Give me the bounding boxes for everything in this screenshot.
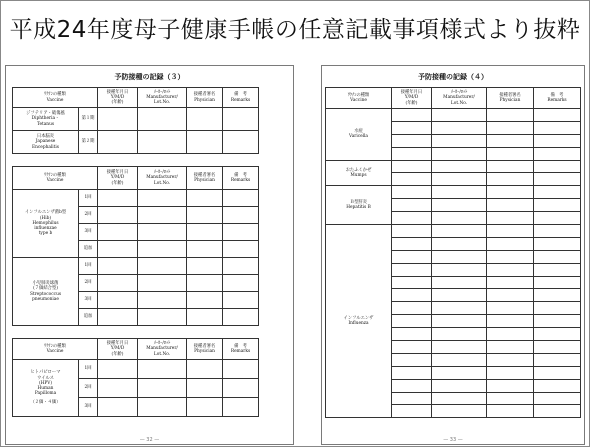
dose-label: 追加 [79,241,98,258]
maker-cell[interactable] [138,131,187,154]
dose-label: 1回 [79,190,98,207]
header-date-ja: 接種年月日 [106,170,129,176]
table-row [326,160,581,173]
remarks-cell[interactable] [534,109,581,122]
physician-cell[interactable] [187,360,223,379]
header-date-ja: 接種年月日 [106,341,129,347]
date-cell[interactable] [98,207,138,224]
vaccine-name-line: Japanese [35,139,56,145]
handbook-page-right [321,65,585,445]
vaccine-name-je [13,131,79,154]
remarks-cell[interactable] [534,392,581,405]
physician-cell[interactable] [487,173,534,186]
maker-cell[interactable] [138,190,187,207]
maker-cell[interactable] [432,289,487,302]
date-cell[interactable] [98,398,138,417]
vaccine-name-line: Encephalitis [32,144,59,150]
header-remarks-en: Remarks [230,178,251,183]
maker-cell[interactable] [138,398,187,417]
physician-cell[interactable] [487,250,534,263]
header-vaccine-ja: ﾜｸﾁﾝの種類 [44,92,66,98]
date-cell[interactable] [98,108,138,131]
remarks-cell[interactable] [534,353,581,366]
dose-label: 3回 [79,224,98,241]
remarks-cell[interactable] [534,302,581,315]
physician-cell[interactable] [187,108,223,131]
remarks-cell[interactable] [223,379,259,398]
date-cell[interactable] [98,309,138,326]
remarks-cell[interactable] [534,289,581,302]
header-physician-ja: 接種者署名 [499,92,521,98]
header-remarks-ja: 備 考 [234,343,247,349]
remarks-cell[interactable] [534,379,581,392]
physician-cell[interactable] [187,241,223,258]
table-header-row [13,339,259,360]
header-date [392,88,432,109]
header-date [98,167,138,190]
header-remarks-ja: 備 考 [234,92,247,98]
table-row [13,190,259,207]
vaccine-name-cell [326,186,392,225]
date-cell[interactable] [392,276,432,289]
header-vaccine-en: Vaccine [46,178,64,183]
header-maker-ja: ﾒｰｶｰ/ﾛｯﾄ [153,341,171,347]
header-vaccine-en: Vaccine [46,97,64,103]
maker-cell[interactable] [432,109,487,122]
header-maker-en: Manufacturer/ [443,95,475,101]
vaccine-name-line: Influenza [348,321,369,327]
date-cell[interactable] [392,199,432,212]
date-cell[interactable] [392,186,432,199]
vaccine-record-table-3 [12,338,259,417]
remarks-cell[interactable] [223,190,259,207]
header-date-ymd: Y/M/D [110,94,125,100]
date-cell[interactable] [392,328,432,341]
vaccine-name-line: Human [37,386,54,391]
maker-cell[interactable] [138,241,187,258]
header-maker-en: Manufacturer/ [146,94,178,100]
date-cell[interactable] [392,302,432,315]
remarks-cell[interactable] [223,224,259,241]
maker-cell[interactable] [432,341,487,354]
physician-cell[interactable] [187,131,223,154]
date-cell[interactable] [392,250,432,263]
remarks-cell[interactable] [534,328,581,341]
section-title-4: 予防接種の記録（４） [418,73,488,81]
remarks-cell[interactable] [223,309,259,326]
vaccine-name-line: Ｂ型肝炎 [349,199,368,205]
vaccine-name-line: pneumoniae [32,296,59,302]
physician-cell[interactable] [487,302,534,315]
maker-cell[interactable] [432,250,487,263]
vaccine-name-line: ヒトパピローマ [30,370,61,376]
header-vaccine-en: Vaccine [46,349,64,354]
table-row [13,108,259,131]
header-remarks [223,339,259,360]
vaccine-name-line: Hepatitis B [346,205,371,211]
vaccine-record-table-1 [12,87,259,154]
maker-cell[interactable] [432,379,487,392]
physician-cell[interactable] [487,353,534,366]
section-title-3: 予防接種の記録（３） [114,73,185,81]
page-number-left: — 32 — [139,437,160,443]
maker-cell[interactable] [138,309,187,326]
header-remarks-en: Remarks [547,98,567,103]
remarks-cell[interactable] [534,250,581,263]
date-cell[interactable] [392,263,432,276]
date-cell[interactable] [392,392,432,405]
vaccine-name-pcv [13,258,79,326]
header-lot-en: Lot.No. [450,100,468,106]
physician-cell[interactable] [487,199,534,212]
remarks-cell[interactable] [534,134,581,147]
date-cell[interactable] [98,258,138,275]
date-cell[interactable] [392,315,432,328]
remarks-cell[interactable] [534,237,581,250]
vaccine-record-table-2 [12,166,259,326]
maker-cell[interactable] [138,379,187,398]
remarks-cell[interactable] [223,360,259,379]
vaccine-name-hib [13,190,79,258]
date-cell[interactable] [392,212,432,225]
slide-title: 平成24年度母子健康手帳の任意記載事項様式より抜粋 [9,17,581,43]
vaccine-name-line: Varicella [349,134,368,140]
remarks-cell[interactable] [534,199,581,212]
header-physician-en: Physician [194,178,215,183]
physician-cell[interactable] [487,392,534,405]
maker-cell[interactable] [432,212,487,225]
header-physician-en: Physician [194,97,215,103]
vaccine-name-line: Hemophilus [32,220,59,226]
physician-cell[interactable] [487,289,534,302]
physician-cell[interactable] [187,398,223,417]
vaccine-name-cell [326,109,392,161]
header-remarks [534,88,581,109]
table-row [13,360,259,379]
header-physician-en: Physician [194,349,215,354]
vaccine-name-line: 水痘 [354,129,363,135]
remarks-cell[interactable] [534,341,581,354]
remarks-cell[interactable] [534,225,581,238]
header-lot-en: Lot.No. [153,100,171,106]
maker-cell[interactable] [432,186,487,199]
maker-cell[interactable] [432,237,487,250]
remarks-cell[interactable] [223,275,259,292]
date-cell[interactable] [98,275,138,292]
header-date-ja: 接種年月日 [106,89,129,95]
date-cell[interactable] [98,360,138,379]
table-header-row [13,167,259,190]
dose-label: 第２期 [79,131,98,154]
header-lot-en: Lot.No. [153,180,171,186]
header-maker-ja: ﾒｰｶｰ/ﾛｯﾄ [450,90,468,96]
remarks-cell[interactable] [223,398,259,417]
date-cell[interactable] [392,134,432,147]
date-cell[interactable] [392,173,432,186]
date-cell[interactable] [98,241,138,258]
dose-label: 1回 [79,360,98,379]
header-maker-en: Manufacturer/ [146,346,178,352]
remarks-cell[interactable] [223,241,259,258]
remarks-cell[interactable] [534,212,581,225]
header-date-ja: 接種年月日 [400,90,423,96]
remarks-cell[interactable] [534,315,581,328]
header-vaccine-ja: ﾜｸﾁﾝの種類 [347,92,370,98]
header-date-age: (年齢) [405,100,418,106]
physician-cell[interactable] [487,328,534,341]
vaccine-name-cell [326,160,392,186]
vaccine-name-line: (Hib) [39,215,52,221]
table-row [326,186,581,199]
header-maker-ja: ﾒｰｶｰ/ﾛｯﾄ [153,170,171,176]
header-physician-ja: 接種者署名 [193,343,216,349]
header-physician-ja: 接種者署名 [193,92,216,98]
header-vaccine [13,88,98,108]
table-header-row [326,88,581,109]
dose-label: 3回 [79,398,98,417]
date-cell[interactable] [98,190,138,207]
physician-cell[interactable] [187,292,223,309]
physician-cell[interactable] [487,379,534,392]
dose-label: 2回 [79,275,98,292]
vaccine-name-line: Streptococcus [29,291,62,297]
vaccine-name-line: 小児肺炎球菌 [32,281,59,287]
header-remarks-en: Remarks [230,349,251,354]
vaccine-name-line: Diphtheria・ [31,116,60,122]
table-row [13,131,259,154]
remarks-cell[interactable] [223,108,259,131]
remarks-cell[interactable] [534,121,581,134]
header-remarks-ja: 備 考 [234,172,247,178]
header-physician [487,88,534,109]
vaccine-name-line: influenzae [34,226,57,232]
dose-label: 第１期 [79,108,98,131]
physician-cell[interactable] [487,147,534,160]
maker-cell[interactable] [138,292,187,309]
table-row [13,258,259,275]
physician-cell[interactable] [487,121,534,134]
table-row [326,109,581,122]
physician-cell[interactable] [187,258,223,275]
date-cell[interactable] [392,405,432,418]
vaccine-name-line: インフルエンザ菌b型 [24,210,67,216]
vaccine-name-line: (HPV) [38,380,53,386]
date-cell[interactable] [392,160,432,173]
remarks-cell[interactable] [223,292,259,309]
dose-label: 2回 [79,379,98,398]
maker-cell[interactable] [432,134,487,147]
physician-cell[interactable] [487,186,534,199]
header-vaccine-ja: ﾜｸﾁﾝの種類 [44,172,66,178]
physician-cell[interactable] [487,263,534,276]
header-physician [187,88,223,108]
vaccine-name-line: Mumps [350,172,367,178]
vaccine-name-line: type b [38,231,53,237]
maker-cell[interactable] [432,276,487,289]
maker-cell[interactable] [138,360,187,379]
maker-cell[interactable] [432,328,487,341]
maker-cell[interactable] [138,258,187,275]
date-cell[interactable] [98,379,138,398]
date-cell[interactable] [392,121,432,134]
header-vaccine-en: Vaccine [350,98,367,103]
remarks-cell[interactable] [223,207,259,224]
header-date-ymd: Y/M/D [110,346,125,352]
header-date-age: (年齢) [111,100,124,106]
physician-cell[interactable] [187,309,223,326]
maker-cell[interactable] [432,366,487,379]
remarks-cell[interactable] [534,366,581,379]
vaccine-name-line: ジフテリア・破傷風 [26,111,65,117]
remarks-cell[interactable] [534,405,581,418]
header-maker [432,88,487,109]
maker-cell[interactable] [432,302,487,315]
maker-cell[interactable] [432,225,487,238]
vaccine-name-line: おたふくかぜ [345,167,372,173]
vaccine-name-line: （２価・４価） [30,400,61,406]
header-date-age: (年齢) [111,180,124,186]
date-cell[interactable] [392,225,432,238]
physician-cell[interactable] [187,207,223,224]
header-physician [187,339,223,360]
maker-cell[interactable] [432,353,487,366]
header-remarks-ja: 備 考 [550,92,564,98]
remarks-cell[interactable] [223,258,259,275]
physician-cell[interactable] [487,405,534,418]
physician-cell[interactable] [487,341,534,354]
header-physician [187,167,223,190]
date-cell[interactable] [392,379,432,392]
maker-cell[interactable] [138,207,187,224]
remarks-cell[interactable] [534,147,581,160]
header-vaccine-ja: ﾜｸﾁﾝの種類 [44,343,66,349]
date-cell[interactable] [392,289,432,302]
header-vaccine [326,88,392,109]
remarks-cell[interactable] [534,173,581,186]
physician-cell[interactable] [487,225,534,238]
table-header-row [13,88,259,108]
header-maker-ja: ﾒｰｶｰ/ﾛｯﾄ [153,89,171,95]
maker-cell[interactable] [432,392,487,405]
header-maker [138,88,187,108]
vaccine-name-cell [326,225,392,418]
dose-label: 2回 [79,207,98,224]
vaccine-name-hpv [13,360,79,417]
date-cell[interactable] [98,292,138,309]
date-cell[interactable] [392,147,432,160]
remarks-cell[interactable] [534,186,581,199]
maker-cell[interactable] [432,199,487,212]
vaccine-name-line: Papilloma [34,391,57,397]
date-cell[interactable] [392,353,432,366]
physician-cell[interactable] [487,237,534,250]
maker-cell[interactable] [138,275,187,292]
maker-cell[interactable] [138,224,187,241]
maker-cell[interactable] [138,108,187,131]
physician-cell[interactable] [187,190,223,207]
dose-label: 3回 [79,292,98,309]
date-cell[interactable] [392,366,432,379]
vaccine-name-line: インフルエンザ [343,315,374,321]
maker-cell[interactable] [432,315,487,328]
physician-cell[interactable] [187,275,223,292]
dose-label: 追加 [79,309,98,326]
header-remarks [223,88,259,108]
header-date-age: (年齢) [111,351,124,357]
remarks-cell[interactable] [534,160,581,173]
date-cell[interactable] [98,224,138,241]
table-row [326,225,581,238]
remarks-cell[interactable] [223,131,259,154]
header-vaccine [13,167,98,190]
remarks-cell[interactable] [534,276,581,289]
physician-cell[interactable] [487,109,534,122]
header-maker-en: Manufacturer/ [146,175,178,181]
physician-cell[interactable] [187,379,223,398]
header-date-ymd: Y/M/D [110,175,125,181]
header-lot-en: Lot.No. [153,351,171,357]
header-date [98,339,138,360]
vaccine-name-line: ウイルス [37,375,54,381]
physician-cell[interactable] [487,160,534,173]
header-remarks-en: Remarks [230,97,251,103]
vaccine-name-line: (７価結合型) [33,286,58,292]
maker-cell[interactable] [432,160,487,173]
header-date-ymd: Y/M/D [404,95,419,101]
physician-cell[interactable] [487,366,534,379]
vaccine-record-table-4 [325,87,581,418]
maker-cell[interactable] [432,173,487,186]
date-cell[interactable] [98,131,138,154]
maker-cell[interactable] [432,121,487,134]
physician-cell[interactable] [487,212,534,225]
date-cell[interactable] [392,341,432,354]
vaccine-name-line: Tetanus [36,121,55,127]
date-cell[interactable] [392,109,432,122]
physician-cell[interactable] [187,224,223,241]
physician-cell[interactable] [487,276,534,289]
vaccine-name-dt [13,108,79,131]
physician-cell[interactable] [487,134,534,147]
header-remarks [223,167,259,190]
header-date [98,88,138,108]
header-maker [138,339,187,360]
remarks-cell[interactable] [534,263,581,276]
vaccine-name-line: 日本脳炎 [36,134,55,140]
date-cell[interactable] [392,237,432,250]
handbook-page-left [5,65,294,445]
header-physician-en: Physician [499,98,521,103]
maker-cell[interactable] [432,147,487,160]
maker-cell[interactable] [432,263,487,276]
header-vaccine [13,339,98,360]
header-physician-ja: 接種者署名 [193,172,216,178]
dose-label: 1回 [79,258,98,275]
maker-cell[interactable] [432,405,487,418]
physician-cell[interactable] [487,315,534,328]
header-maker [138,167,187,190]
page-number-right: — 33 — [443,437,463,443]
